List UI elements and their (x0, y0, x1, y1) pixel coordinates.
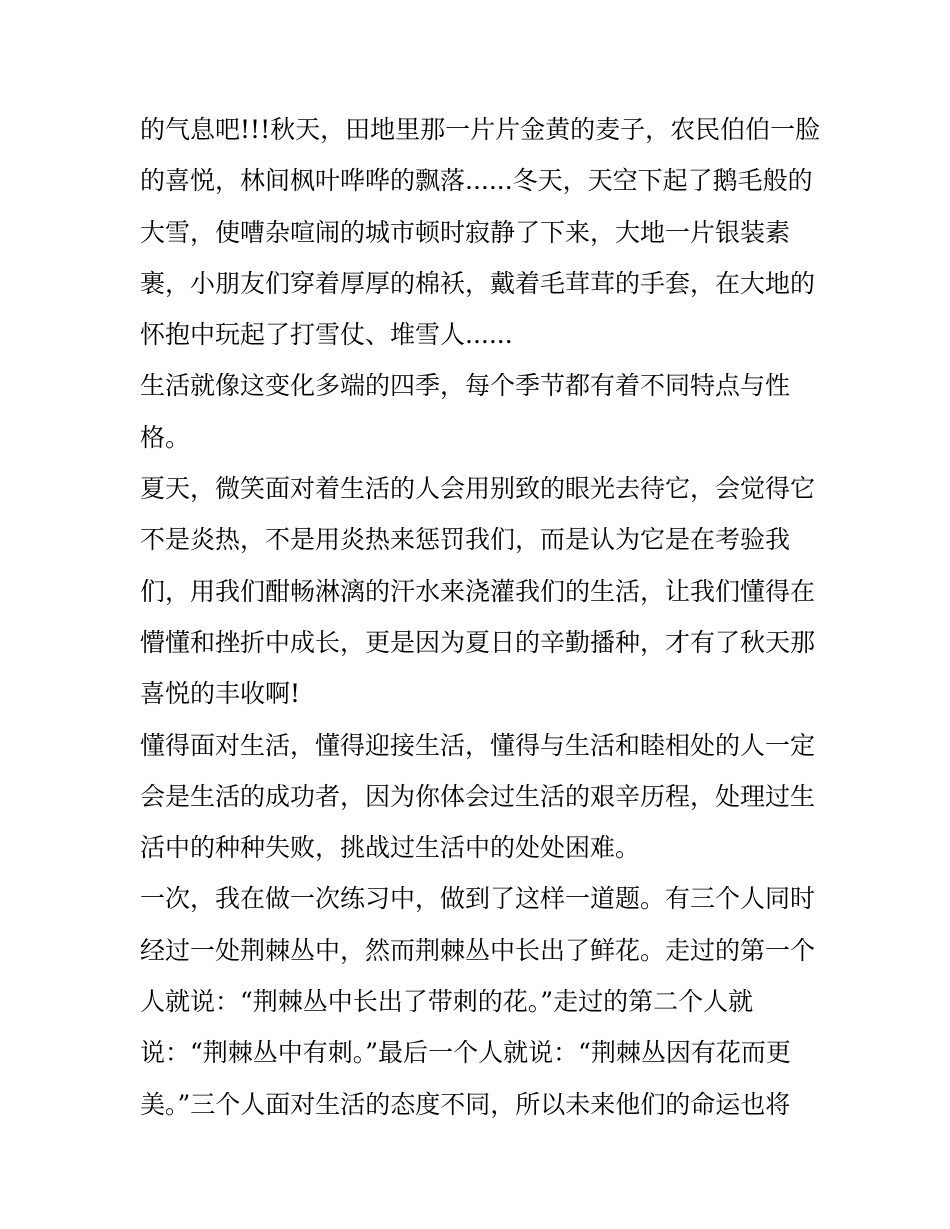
text-line: 一次，我在做一次练习中，做到了这样一道题。有三个人同时 (140, 884, 816, 914)
text-line: 美。”三个人面对生活的态度不同，所以未来他们的命运也将 (140, 1089, 791, 1119)
text-line: 的喜悦，林间枫叶哗哗的飘落......冬天，天空下起了鹅毛般的 (140, 166, 813, 196)
text-line: 说：“荆棘丛中有刺。”最后一个人就说：“荆棘丛因有花而更 (140, 1038, 791, 1068)
text-line: 人就说：“荆棘丛中长出了带刺的花。”走过的第二个人就 (140, 987, 754, 1017)
text-line: 夏天，微笑面对着生活的人会用别致的眼光去待它，会觉得它 (140, 474, 816, 504)
body-text (140, 104, 820, 1130)
text-line: 们，用我们酣畅淋漓的汗水来浇灌我们的生活，让我们懂得在 (140, 576, 816, 606)
text-line: 生活就像这变化多端的四季，每个季节都有着不同特点与性 (140, 371, 791, 401)
text-line: 经过一处荆棘丛中，然而荆棘丛中长出了鲜花。走过的第一个 (140, 935, 816, 965)
text-line: 大雪，使嘈杂喧闹的城市顿时寂静了下来，大地一片银装素 (140, 217, 791, 247)
text-line: 懵懂和挫折中成长，更是因为夏日的辛勤播种，才有了秋天那 (140, 627, 816, 657)
text-line: 怀抱中玩起了打雪仗、堆雪人...... (140, 320, 513, 350)
text-line: 裹，小朋友们穿着厚厚的棉袄，戴着毛茸茸的手套，在大地的 (140, 268, 816, 298)
text-line: 喜悦的丰收啊! (140, 679, 301, 709)
text-line: 不是炎热，不是用炎热来惩罚我们，而是认为它是在考验我 (140, 525, 791, 555)
text-line: 的气息吧!!!秋天，田地里那一片片金黄的麦子，农民伯伯一脸 (140, 115, 820, 144)
text-line: 活中的种种失败，挑战过生活中的处处困难。 (140, 833, 641, 863)
text-line: 懂得面对生活，懂得迎接生活，懂得与生活和睦相处的人一定 (140, 730, 816, 760)
text-line: 格。 (140, 422, 191, 452)
text-line: 会是生活的成功者，因为你体会过生活的艰辛历程，处理过生 (140, 781, 816, 811)
